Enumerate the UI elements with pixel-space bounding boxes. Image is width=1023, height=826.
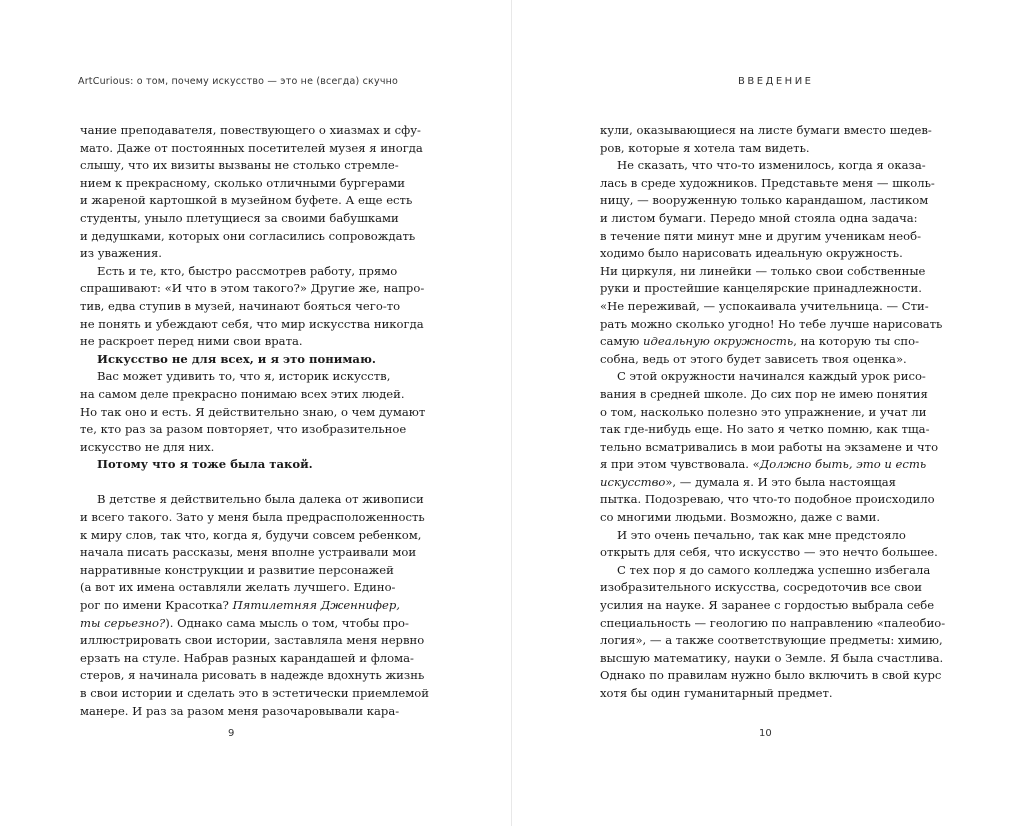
text-line: Но так оно и есть. Я действительно знаю, о чем думают (80, 404, 426, 419)
text-line: нием к прекрасному, сколько отличными бургерами (80, 175, 406, 190)
text-fragment: », — думала я. И это была настоящая (665, 474, 896, 489)
text-line: манере. И раз за разом меня разочаровывали кара- (80, 703, 400, 718)
text-fragment: , на которую ты спо- (793, 334, 920, 349)
text-fragment: самую (600, 334, 644, 349)
italic-fragment: идеальную окружность (643, 334, 794, 349)
text-line: слышу, что их визиты вызваны не столько стремле- (80, 158, 399, 173)
text-line (80, 597, 420, 615)
text-line: не раскроет перед ними свои врата. (80, 334, 303, 349)
text-line: нарративные конструкции и развитие персонажей (80, 562, 394, 577)
italic-fragment: Пятилетняя Дженнифер, (232, 598, 400, 613)
page-number-right: 10 (759, 728, 772, 739)
text-line: С тех пор я до самого колледжа успешно избегала (617, 562, 931, 577)
text-line: собна, ведь от этого будет зависеть твоя оценка». (600, 351, 907, 366)
bold-statement: Потому что я тоже была такой. (97, 457, 313, 472)
text-line: на самом деле прекрасно понимаю всех этих людей. (80, 386, 405, 401)
right-page-text (600, 122, 946, 703)
text-line: открыть для себя, что искусство — это нечто большее. (600, 545, 938, 560)
text-line: иллюстрировать свои истории, заставляла меня нервно (80, 633, 425, 648)
text-line: ров, которые я хотела там видеть. (600, 140, 810, 155)
text-line: пытка. Подозреваю, что что-то подобное происходило (600, 492, 935, 507)
text-line (600, 456, 940, 474)
text-line: руки и простейшие канцелярские принадлежности. (600, 281, 922, 296)
text-line: и всего такого. Зато у меня была предрасположенность (80, 510, 425, 525)
text-line: И это очень печально, так как мне предстояло (617, 527, 906, 542)
text-line: Вас может удивить то, что я, историк искусств, (97, 369, 391, 384)
running-head-right: ВВЕДЕНИЕ (738, 76, 814, 87)
text-line: тив, едва ступив в музей, начинают бояться чего-то (80, 298, 401, 313)
text-line: чание преподавателя, повествующего о хиазмах и сфу- (80, 123, 421, 137)
text-line: ходимо было нарисовать идеальную окружность. (600, 246, 903, 261)
text-line: кули, оказывающиеся на листе бумаги вместо шедев- (600, 123, 932, 137)
text-line: высшую математику, науки о Земле. Я была счастлива. (600, 650, 944, 665)
text-line: усилия на науке. Я заранее с гордостью выбрала себе (600, 598, 935, 613)
text-line: и жареной картошкой в музейном буфете. А еще есть (80, 193, 413, 208)
text-line (600, 474, 940, 492)
text-line (600, 333, 940, 351)
text-line: В детстве я действительно была далека от живописи (97, 492, 424, 507)
text-line: Есть и те, кто, быстро рассмотрев работу, прямо (97, 263, 398, 278)
text-line: логия», — а также соответствующие предметы: химию, (600, 633, 943, 648)
text-line: Однако по правилам нужно было включить в свой курс (600, 668, 942, 683)
text-line: начала писать рассказы, меня вполне устраивали мои (80, 545, 417, 560)
text-line: вания в средней школе. До сих пор не имею понятия (600, 386, 928, 401)
text-line: стеров, я начинала рисовать в надежде вдохнуть жизнь (80, 668, 425, 683)
text-line: и листом бумаги. Передо мной стояла одна задача: (600, 210, 918, 225)
text-line: так где-нибудь еще. Но зато я четко помню, как тща- (600, 422, 930, 437)
text-line: рать можно сколько угодно! Но тебе лучше нарисовать (600, 316, 943, 331)
italic-fragment: искусство (600, 474, 666, 489)
text-line: к миру слов, так что, когда я, будучи совсем ребенком, (80, 527, 422, 542)
left-page-text (80, 122, 429, 720)
text-line: (а вот их имена оставляли желать лучшего. Едино- (80, 580, 396, 595)
text-line: студенты, уныло плетущиеся за своими бабушками (80, 210, 399, 225)
text-line: изобразительного искусства, сосредоточив все свои (600, 580, 922, 595)
text-line: со многими людьми. Возможно, даже с вами. (600, 510, 881, 525)
text-line: те, кто раз за разом повторяет, что изобразительное (80, 422, 407, 437)
text-line: из уважения. (80, 246, 162, 261)
text-line: тельно всматривались в мои работы на экзамене и что (600, 439, 939, 454)
text-line: «Не переживай, — успокаивала учительница. — Сти- (600, 298, 929, 313)
text-line: мато. Даже от постоянных посетителей музея я иногда (80, 140, 423, 155)
text-line: ерзать на стуле. Набрав разных карандашей и флома- (80, 650, 414, 665)
text-line: в течение пяти минут мне и другим ученикам необ- (600, 228, 921, 243)
left-page (0, 0, 511, 826)
text-line: Ни циркуля, ни линейки — только свои собственные (600, 263, 926, 278)
text-fragment: ). Однако сама мысль о том, чтобы про- (165, 615, 409, 630)
text-line: Не сказать, что что-то изменилось, когда я оказа- (617, 158, 926, 173)
running-head-left: ArtCurious: о том, почему искусство — это не (всегда) скучно (78, 76, 399, 87)
text-fragment: рог по имени Красотка? (80, 598, 233, 613)
text-line (80, 615, 420, 633)
text-line: ницу, — вооруженную только карандашом, ластиком (600, 193, 929, 208)
text-line: искусство не для них. (80, 439, 215, 454)
page-number-left: 9 (228, 728, 235, 739)
text-line: спрашивают: «И что в этом такого?» Другие же, напро- (80, 281, 425, 296)
text-line: лась в среде художников. Представьте меня — школь- (600, 175, 935, 190)
text-line: С этой окружности начинался каждый урок рисо- (617, 369, 926, 384)
text-line: о том, насколько полезно это упражнение, и учат ли (600, 404, 927, 419)
text-line: специальность — геологию по направлению «палеобио- (600, 615, 946, 630)
text-fragment: я при этом чувствовала. « (600, 457, 760, 472)
text-line: и дедушками, которых они согласились сопровождать (80, 228, 416, 243)
text-line: хотя бы один гуманитарный предмет. (600, 686, 833, 700)
text-line: в свои истории и сделать это в эстетически приемлемой (80, 686, 429, 700)
bold-statement: Искусство не для всех, и я это понимаю. (97, 351, 376, 366)
right-page (512, 0, 1023, 826)
italic-fragment: Должно быть, это и есть (759, 457, 927, 472)
italic-fragment: ты серьезно? (80, 615, 166, 630)
paragraph-gap (80, 474, 420, 492)
text-line: не понять и убеждают себя, что мир искусства никогда (80, 316, 424, 331)
